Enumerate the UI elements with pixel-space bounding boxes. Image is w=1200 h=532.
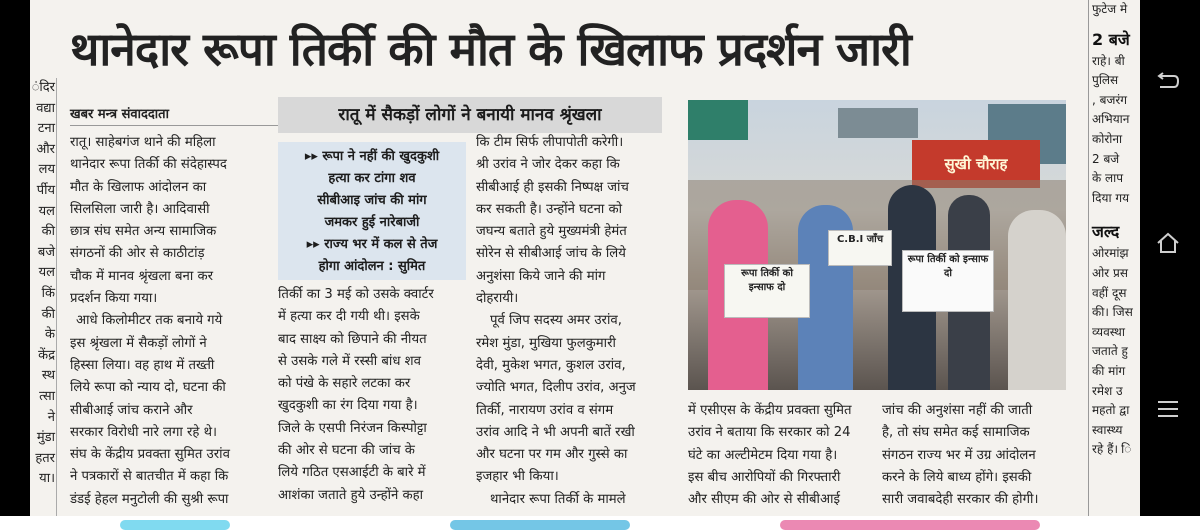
left-fragment: के: [45, 327, 55, 343]
article-column-2: [278, 284, 466, 507]
right-headline: 2 बजे: [1092, 29, 1130, 49]
right-fragment: ओरमांझ: [1092, 246, 1129, 261]
col2-line: खुदकुशी का रंग दिया गया है।: [278, 398, 418, 414]
right-fragment: ओर प्रस: [1092, 265, 1128, 280]
left-fragment: बजे: [37, 244, 55, 260]
col1-line: इस श्रृंखला में सैकड़ों लोगों ने: [70, 335, 207, 351]
left-fragment: वद्या: [36, 100, 55, 116]
col5-line: है, तो संघ समेत कई सामाजिक: [882, 425, 1030, 441]
col1-line: लिये रूपा को न्याय दो, घटना की: [70, 380, 226, 396]
right-fragment: की मांग: [1092, 363, 1126, 378]
highlight-line: सीबीआइ जांच की मांग: [317, 193, 427, 208]
left-fragment: यल: [38, 265, 55, 281]
photo-sign-board: [688, 100, 748, 140]
col5-line: करने के लिये बाध्य होंगे। इसकी: [882, 469, 1032, 485]
col1-line: मौत के खिलाफ आंदोलन का: [70, 179, 207, 195]
right-fragment: महतो द्वा: [1092, 403, 1130, 418]
col3-line: रमेश मुंडा, मुखिया फुलकुमारी: [476, 335, 616, 351]
left-fragment: ने: [47, 409, 55, 425]
col3-line: जघन्य बताते हुये मुख्यमंत्री हेमंत: [476, 224, 627, 240]
photo-placard: C.B.I जाँच: [828, 230, 892, 266]
col3-line: उरांव आदि ने भी अपनी बातें रखी: [476, 424, 635, 440]
col3-line: इजहार भी किया।: [476, 469, 559, 485]
protest-photo: [688, 100, 1066, 390]
col1-line: छात्र संघ समेत अन्य सामाजिक: [70, 224, 217, 240]
col1-line: प्रदर्शन किया गया।: [70, 291, 158, 307]
left-fragment: हतर: [35, 450, 55, 466]
col1-line: सरकार विरोधी नारे लगा रहे थे।: [70, 424, 218, 440]
color-swatch: [780, 520, 1040, 530]
left-fragment: और: [36, 141, 55, 157]
col5-line: जांच की अनुशंसा नहीं की जाती: [882, 403, 1033, 418]
photo-banner: सुखी चौराह: [912, 140, 1040, 188]
photo-placard: रूपा तिर्की को इन्साफ दो: [724, 264, 810, 318]
photo-building: [838, 108, 918, 138]
photo-placard: रूपा तिर्की को इन्साफ दो: [902, 250, 994, 312]
col3-line: ज्योति भगत, दिलीप उरांव, अनुज: [476, 380, 636, 396]
col1-line: संगठनों की ओर से काठीटांड़: [70, 246, 205, 262]
right-fragment: दिया गय: [1092, 190, 1130, 205]
left-fragment: र्पीय: [36, 182, 55, 198]
right-fragment: , बजरंग: [1092, 92, 1128, 107]
right-fragment: कोरोना: [1092, 131, 1123, 146]
right-fragment: के लाप: [1092, 171, 1124, 186]
article-column-1: [70, 132, 290, 511]
highlight-line: होगा आंदोलन : सुमित: [318, 259, 426, 274]
left-fragment: की: [41, 306, 55, 322]
col3-line: तिर्की, नारायण उरांव व संगम: [476, 402, 614, 418]
right-fragment: की। जिस: [1092, 305, 1133, 320]
right-fragment: अभियान: [1092, 112, 1130, 127]
col3-line: अनुशंसा किये जाने की मांग: [476, 268, 606, 284]
col2-line: लिये गठित एसआईटी के बारे में: [278, 465, 426, 481]
col3-line: पूर्व जिप सदस्य अमर उरांव,: [490, 313, 622, 329]
right-fragment: व्यवस्था: [1092, 324, 1125, 339]
right-fragment: फुटेज मे: [1092, 2, 1128, 16]
col2-line: से उसके गले में रस्सी बांध शव: [278, 353, 421, 369]
byline: खबर मन्त्र संवाददाता: [70, 107, 169, 122]
highlight-line: हत्या कर टांगा शव: [328, 171, 416, 186]
color-swatch: [450, 520, 630, 530]
left-fragment: स्थ: [41, 368, 55, 384]
right-fragment: वहीं दूस: [1092, 285, 1127, 300]
right-fragment: रमेश उ: [1092, 383, 1123, 398]
col1-line: आधे किलोमीटर तक बनाये गये: [76, 313, 223, 329]
right-headline: जल्द: [1092, 222, 1120, 242]
col3-line: श्री उरांव ने जोर देकर कहा कि: [476, 157, 620, 173]
left-fragment: टना: [37, 121, 55, 137]
subheadline: रातू में सैकड़ों लोगों ने बनायी मानव श्रृंखला: [278, 97, 662, 133]
col4-line: घंटे का अल्टीमेटम दिया गया है।: [688, 447, 838, 463]
col1-line: चौक में मानव श्रृंखला बना कर: [70, 268, 213, 284]
left-fragment: या।: [39, 471, 55, 487]
left-fragment: लय: [38, 162, 55, 178]
col2-line: में हत्या कर दी गयी थी। इसके: [278, 309, 420, 325]
menu-icon[interactable]: [1153, 394, 1183, 424]
left-fragment: ंदिर: [31, 80, 55, 95]
right-fragment: पुलिस: [1092, 73, 1119, 88]
right-fragment: स्वास्थ्य: [1092, 422, 1123, 437]
right-fragment: 2 बजे: [1092, 151, 1120, 166]
highlight-line: जमकर हुई नारेबाजी: [324, 215, 420, 230]
col2-line: की ओर से घटना की जांच के: [278, 443, 415, 459]
left-fragment: मुंडा: [36, 430, 55, 446]
col4-line: में एसीएस के केंद्रीय प्रवक्ता सुमित: [688, 403, 852, 418]
left-fragment: यल: [38, 203, 55, 219]
col1-line: हिस्सा लिया। वह हाथ में तख्ती: [70, 357, 215, 373]
col3-line: कि टीम सिर्फ लीपापोती करेगी।: [476, 135, 624, 150]
col2-line: जिले के एसपी निरंजन किस्पोट्टा: [278, 420, 427, 436]
col3-line: दोहरायी।: [476, 291, 519, 307]
left-column-fragments: [30, 78, 57, 516]
highlight-box: [278, 142, 466, 280]
right-fragment: रहे हैं। ि: [1092, 442, 1132, 457]
col1-line: ने पत्रकारों से बातचीत में कहा कि: [70, 469, 229, 485]
article-column-5: [882, 400, 1066, 511]
headline: थानेदार रूपा तिर्की की मौत के खिलाफ प्रदर्शन जारी: [70, 22, 911, 76]
col5-line: संगठन राज्य भर में उग्र आंदोलन: [882, 447, 1036, 463]
back-icon[interactable]: [1153, 67, 1183, 97]
col1-line: थानेदार रूपा तिर्की की संदेहास्पद: [70, 157, 227, 173]
newspaper-page: [30, 0, 1140, 516]
col4-line: और सीएम की ओर से सीबीआई: [688, 492, 840, 508]
left-fragment: केंद्र: [38, 347, 55, 363]
col3-line: देवी, मुकेश भगत, कुशल उरांव,: [476, 357, 626, 373]
left-fragment: की: [41, 224, 55, 240]
byline-divider: [70, 125, 290, 126]
col3-line: सीबीआई ही इसकी निष्पक्ष जांच: [476, 179, 629, 195]
right-column-fragments: [1088, 0, 1140, 516]
article-column-3: [476, 132, 666, 511]
col4-line: उरांव ने बताया कि सरकार को 24: [688, 425, 851, 441]
col2-line: तिर्की का 3 मई को उसके क्वार्टर: [278, 287, 434, 302]
col4-line: इस बीच आरोपियों की गिरफ्तारी: [688, 469, 841, 485]
highlight-line: ▸▸ रूपा ने नहीं की खुदकुशी: [304, 149, 440, 164]
left-fragment: किं: [41, 285, 55, 301]
col3-line: और घटना पर गम और गुस्से का: [476, 447, 628, 463]
col2-line: आशंका जताते हुये उन्होंने कहा: [278, 487, 424, 503]
col1-line: संघ के केंद्रीय प्रवक्ता सुमित उरांव: [70, 447, 230, 463]
col1-line: डंडई हेहल मनुटोली की सुश्री रूपा: [70, 491, 229, 507]
col5-line: सारी जवाबदेही सरकार की होगी।: [882, 492, 1039, 508]
highlight-line: ▸▸ राज्य भर में कल से तेज: [306, 237, 438, 252]
left-fragment: त्सा: [39, 388, 55, 404]
home-icon[interactable]: [1153, 228, 1183, 258]
col2-line: बाद साक्ष्य को छिपाने की नीयत: [278, 331, 427, 347]
col3-line: थानेदार रूपा तिर्की के मामले: [490, 491, 626, 507]
col3-line: सोरेन से सीबीआई जांच के लिये: [476, 246, 626, 262]
col3-line: कर सकती है। उन्होंने घटना को: [476, 201, 623, 217]
right-fragment: जताते हु: [1092, 344, 1128, 359]
col2-line: को पंखे के सहारे लटका कर: [278, 376, 411, 392]
color-swatch: [120, 520, 230, 530]
col1-line: सीबीआई जांच कराने और: [70, 402, 193, 418]
photo-protester: [1008, 210, 1066, 390]
col1-line: रातू। साहेबगंज थाने की महिला: [70, 135, 216, 150]
right-fragment: राहे। बी: [1092, 53, 1125, 68]
article-column-4: [688, 400, 872, 511]
col1-line: सिलसिला जारी है। आदिवासी: [70, 201, 210, 217]
